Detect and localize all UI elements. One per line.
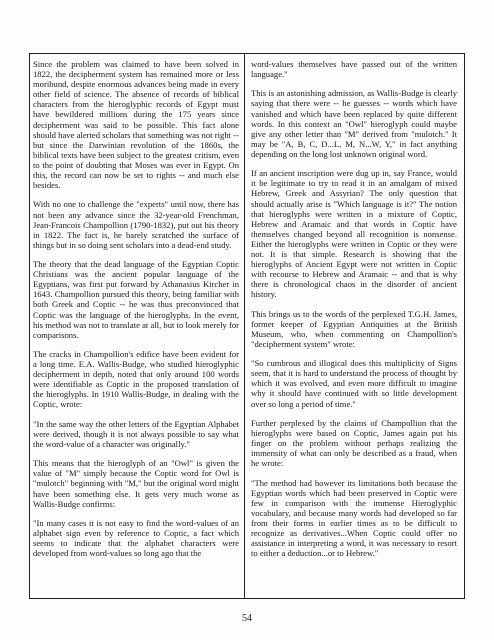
paragraph: If an ancient inscription were dug up in, say France, would it be legitimate to try to read it in an amalgam of mixed Hebrew, Greek and Assyrian? The only question that should actually arise is "Which language is it?" The notion that hieroglyphs were written in a mixture of Coptic, Hebrew and Aramaic and that words in Coptic have themselves changed beyond all recognition is nonsense. Either the hieroglyphs were written in Coptic or they were not. It is that simple. Research is showing that the hieroglyphs of Ancient Egypt were not written in Coptic with recourse to Hebrew and Aramaic -- and that is why there is chronological chaos in the disorder of ancient history. [251, 168, 457, 300]
paragraph: This is an astonishing admission, as Wallis-Budge is clearly saying that there were -- he guesses -- words which have vanished and which have been replaced by quite different words. In this context an "Owl" hieroglyph could maybe give any other letter than "M" derived from "mulotch." It may be "A, B, C, D...L, M, N...W, Y," in fact anything depending on the long lost unknown original word. [251, 88, 457, 159]
paragraph: Since the problem was claimed to have been solved in 1822, the decipherment system has remained more or less moribund, despite enormous advances being made in every other field of science. The absence of records of biblical characters from the hieroglyphic records of Egypt must have bewildered millions during the 175 years since decipherment was said to be possible. This fact alone should have alerted scholars that something was not right -- but since the Darwinian revolution of the 1860s, the biblical texts have been subject to the greatest critism, even to the point of doubting that Moses was ever in Egypt. On this, the record can now be set to rights -- and much else besides. [33, 59, 239, 191]
paragraph: This brings us to the words of the perplexed T.G.H. James, former keeper of Egyptian Antiquities at the British Museum, who, when commenting on Champollion's "decipherment system" wrote: [251, 308, 457, 349]
paragraph: Further perplexed by the claims of Champollion that the hieroglyphs were based on Coptic, James again put his finger on the problem without perhaps realizing the immensity of what can only be described as a fraud, when he wrote: [251, 417, 457, 469]
page-number: 54 [242, 613, 252, 624]
column-divider [244, 53, 245, 599]
left-column [33, 59, 239, 558]
quotation: "In many cases it is not easy to find the word-values of an alphabet sign even by reference to Coptic, a fact which seems to indicate that the alphabet characters were developed from word-values so long ago that the [33, 517, 239, 559]
quotation: "In the same way the other letters of the Egyptian Alphabet were derived, though it is not always possible to say what the word-value of a character was originally." [33, 418, 239, 449]
quotation: "So cumbrous and illogical does this multiplicity of Signs seem, that it is hard to understand the process of thought by which it was evolved, and even more difficult to imagine why it should have continued with so little development over so long a period of time." [251, 358, 457, 409]
paragraph: The theory that the dead language of the Egyptian Coptic Christians was the ancient popular language of the Egyptians, was first put forward by Athanasius Kircher in 1643. Champollion pursued this theory, being familiar with both Greek and Coptic -- he was thus preconvinced that Coptic was the language of the hieroglyphs. In the event, his method was not to translate at all, but to look merely for comparisons. [33, 259, 239, 340]
paragraph: With no one to challenge the "experts" until now, there has not been any advance since the 32-year-old Frenchman, Jean-Francois Champollion (1790-1832), put out his theory in 1822. The fact is, he barely scratched the surface of things but in so doing sent scholars into a dead-end study. [33, 199, 239, 250]
paragraph: The cracks in Champollion's edifice have been evident for a long time. E.A. Wallis-Budge, who studied hieroglyphic decipherment in depth, noted that only around 100 words were identifiable as Coptic in the proposed translation of the hieroglyphs. In 1910 Wallis-Budge, in dealing with the Coptic, wrote: [33, 349, 239, 410]
quotation: "The method had however its limitations both because the Egyptian words which had been preserved in Coptic were few in comparison with the immense Hieroglyphic vocabulary, and because many words had developed so far from their forms in earlier times as to be difficult to recognize as derivatives...When Coptic could offer no assistance in interpreting a word, it was necessary to resort to either a deduction...or to Hebrew." [251, 477, 457, 559]
quotation-continued: word-values themselves have passed out of the written language." [251, 59, 457, 80]
paragraph: This means that the hieroglyph of an "Owl" is given the value of "M" simply because the Coptic word for Owl is "mulotch" beginning with "M," but the original word might have been something else. It gets very much worse as Wallis-Budge confirms: [33, 458, 239, 509]
right-column [251, 59, 457, 558]
